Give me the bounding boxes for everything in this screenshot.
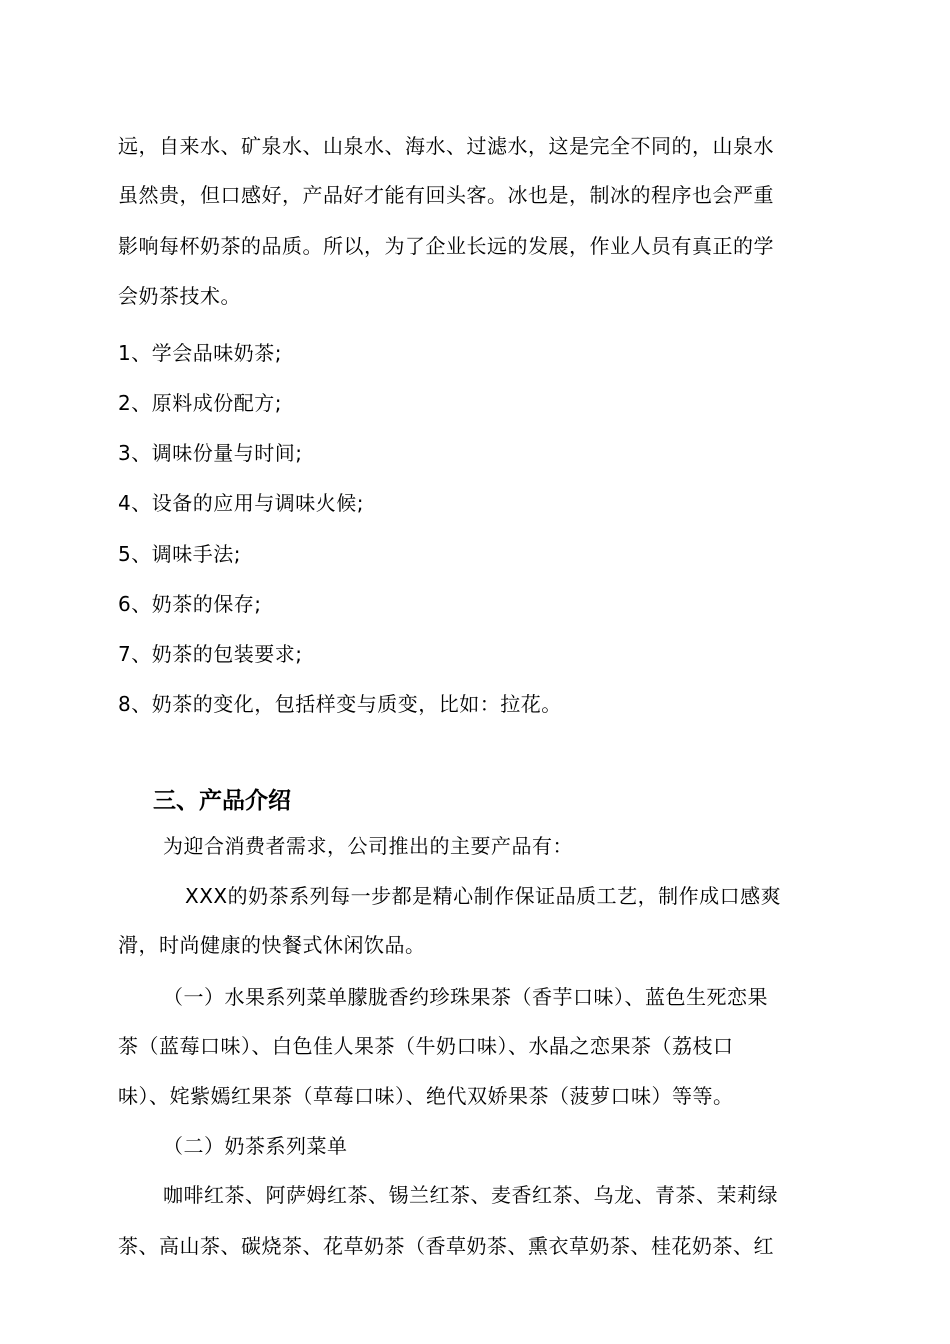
intro-line: 为迎合消费者需求，公司推出的主要产品有： [163,834,573,858]
paragraph-line: 远，自来水、矿泉水、山泉水、海水、过滤水，这是完全不同的，山泉水 [118,134,774,158]
list-item: 7、奶茶的包装要求; [118,642,303,666]
paragraph-line: 会奶茶技术。 [118,284,241,308]
paragraph-line: 虽然贵，但口感好，产品好才能有回头客。冰也是，制冰的程序也会严重 [118,183,774,207]
list-item: 4、设备的应用与调味火候; [118,491,364,515]
list-item: 5、调味手法; [118,542,241,566]
section-heading: 三、产品介绍 [153,788,291,814]
paragraph-line: （一）水果系列菜单朦胧香约珍珠果茶（香芋口味）、蓝色生死恋果 [163,985,768,1009]
paragraph-line: XXX的奶茶系列每一步都是精心制作保证品质工艺，制作成口感爽 [185,884,782,908]
list-item: 6、奶茶的保存; [118,592,262,616]
subsection-heading: （二）奶茶系列菜单 [163,1134,348,1158]
list-item: 8、奶茶的变化，包括样变与质变，比如：拉花。 [118,692,562,716]
paragraph-line: 茶（蓝莓口味）、白色佳人果茶（牛奶口味）、水晶之恋果茶（荔枝口 [118,1034,734,1058]
paragraph-line: 茶、高山茶、碳烧茶、花草奶茶（香草奶茶、熏衣草奶茶、桂花奶茶、红 [118,1234,774,1258]
paragraph-line: 咖啡红茶、阿萨姆红茶、锡兰红茶、麦香红茶、乌龙、青茶、茉莉绿 [163,1183,778,1207]
paragraph-line: 影响每杯奶茶的品质。所以，为了企业长远的发展，作业人员有真正的学 [118,234,774,258]
list-item: 3、调味份量与时间; [118,441,303,465]
paragraph-line: 滑，时尚健康的快餐式休闲饮品。 [118,933,426,957]
list-item: 2、原料成份配方; [118,391,282,415]
paragraph-line: 味）、姹紫嫣红果茶（草莓口味）、绝代双娇果茶（菠萝口味）等等。 [118,1084,734,1108]
list-item: 1、学会品味奶茶; [118,341,282,365]
